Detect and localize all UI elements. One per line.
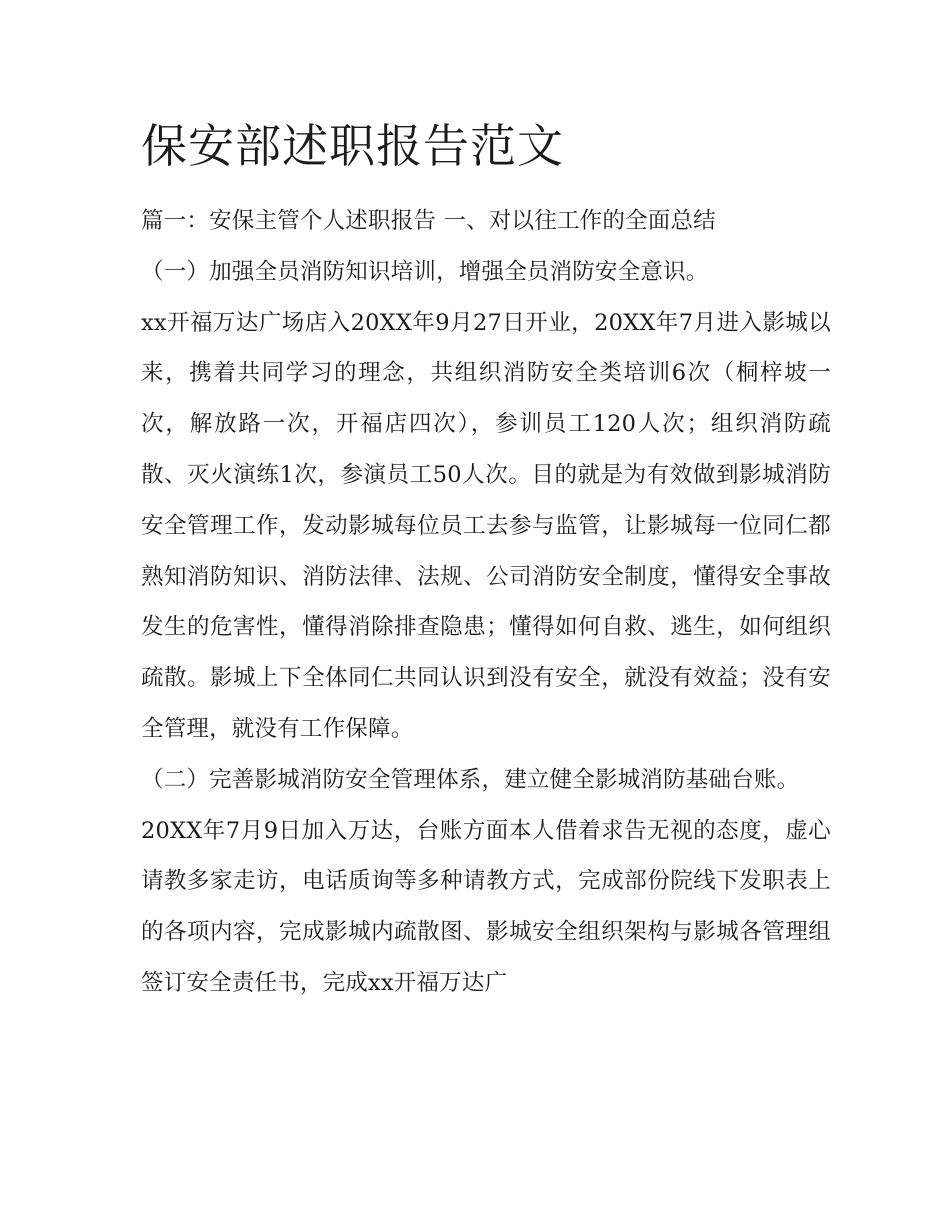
subsection-heading-2: （二）完善影城消防安全管理体系，建立健全影城消防基础台账。 [141,766,800,793]
subsection-heading-1: （一）加强全员消防知识培训，增强全员消防安全意识。 [141,258,709,285]
section-heading-1: 篇一：安保主管个人述职报告 一、对以往工作的全面总结 [141,208,716,234]
body-paragraph-2: 20XX年7月9日加入万达，台账方面本人借着求告无视的态度，虚心请教多家走访，电话质询等多种请教方式，完成部份院线下发职表上的各项内容，完成影城内疏散图、影城安全组织架构与影城各管理组签订安全责任书，完成xx开福万达广 [141,817,831,996]
body-paragraph-1: xx开福万达广场店入20XX年9月27日开业，20XX年7月进入影城以来，携着共同学习的理念，共组织消防安全类培训6次（桐梓坡一次，解放路一次，开福店四次），参训员工120人次；组织消防疏散、灭火演练1次，参演员工50人次。目的就是为有效做到影城消防安全管理工作，发动影城每位员工去参与监管，让影城每一位同仁都熟知消防知识、消防法律、法规、公司消防安全制度，懂得安全事故发生的危害性，懂得消除排查隐患；懂得如何自救、逃生，如何组织疏散。影城上下全体同仁共同认识到没有安全，就没有效益；没有安全管理，就没有工作保障。 [141,309,831,742]
document-title: 保安部述职报告范文 [141,119,564,173]
document-body [141,114,831,1009]
